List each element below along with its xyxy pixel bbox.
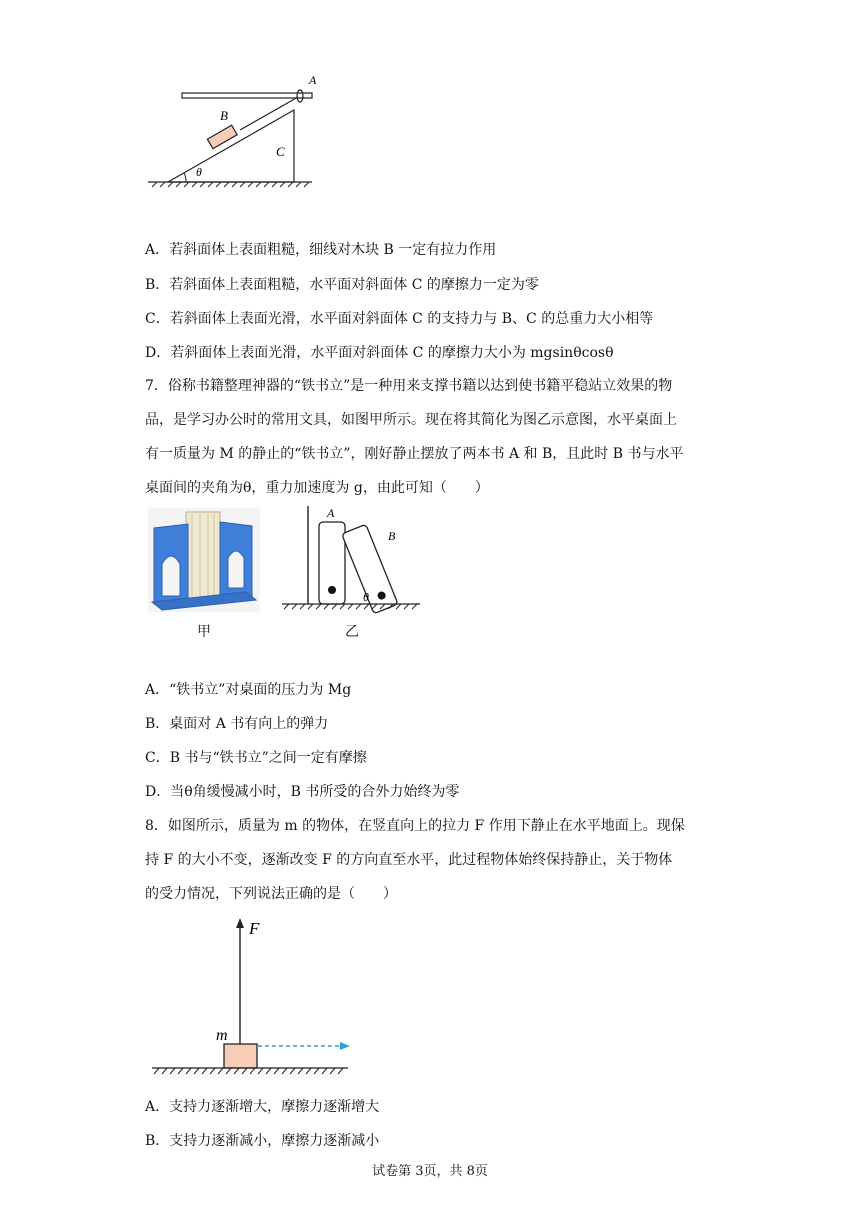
label-A: A <box>309 73 317 87</box>
force-figure <box>148 912 368 1082</box>
q6-option-d: D．若斜面体上表面光滑，水平面对斜面体 C 的摩擦力大小为 mgsinθcosθ <box>145 345 614 361</box>
q6-option-b: B．若斜面体上表面粗糙，水平面对斜面体 C 的摩擦力一定为零 <box>145 277 539 293</box>
q8-option-b: B．支持力逐渐减小，摩擦力逐渐减小 <box>145 1133 380 1149</box>
label-B: B <box>220 108 228 123</box>
fig-label-B: B <box>388 529 396 543</box>
page-footer: 试卷第 3页，共 8页 <box>372 1164 488 1179</box>
books <box>186 512 220 598</box>
caption-yi: 乙 <box>345 624 359 640</box>
ground-hatch-q8 <box>154 1068 343 1074</box>
q7-stem-line-2: 品，是学习办公时的常用文具，如图甲所示。现在将其简化为图乙示意图，水平桌面上 <box>145 412 677 428</box>
q7-stem-line-4: 桌面间的夹角为θ，重力加速度为 g，由此可知（ ） <box>145 480 489 496</box>
ground-hatch <box>152 182 309 187</box>
q7-option-a: A．“铁书立”对桌面的压力为 Mg <box>145 682 352 698</box>
horizontal-rod <box>182 93 312 98</box>
book-stand-photo <box>148 508 260 612</box>
label-F: F <box>249 919 260 938</box>
force-F-arrowhead <box>236 918 244 928</box>
q7-stem-line-3: 有一质量为 M 的静止的“铁书立”，刚好静止摆放了两本书 A 和 B，且此时 B 书与水平 <box>145 446 684 462</box>
label-theta: θ <box>196 165 202 179</box>
fig-label-A: A <box>327 506 335 520</box>
book-stand-schematic <box>280 500 430 615</box>
block-m <box>224 1044 257 1068</box>
caption-jia: 甲 <box>197 624 211 640</box>
incline-figure <box>140 70 330 195</box>
q7-option-d: D．当θ角缓慢减小时，B 书所受的合外力始终为零 <box>145 784 460 800</box>
dashed-arrowhead <box>340 1042 350 1050</box>
q8-stem-line-1: 8．如图所示，质量为 m 的物体，在竖直向上的拉力 F 作用下静止在水平地面上。现保 <box>145 818 685 834</box>
q8-stem-line-2: 持 F 的大小不变，逐渐改变 F 的方向直至水平，此过程物体始终保持静止，关于物体 <box>145 852 673 868</box>
label-m: m <box>216 1027 228 1044</box>
fig-label-theta: θ <box>363 590 369 604</box>
book-A-center <box>328 586 336 594</box>
table-hatch <box>284 604 417 609</box>
label-C: C <box>276 144 285 159</box>
q6-option-c: C．若斜面体上表面光滑，水平面对斜面体 C 的支持力与 B、C 的总重力大小相等 <box>145 311 654 327</box>
q7-option-c: C．B 书与“铁书立”之间一定有摩擦 <box>145 750 367 766</box>
q8-option-a: A．支持力逐渐增大，摩擦力逐渐增大 <box>145 1099 380 1115</box>
q8-stem-line-3: 的受力情况，下列说法正确的是（ ） <box>145 886 397 902</box>
q7-stem-line-1: 7．俗称书籍整理神器的“铁书立”是一种用来支撑书籍以达到使书籍平稳站立效果的物 <box>145 378 673 394</box>
q6-option-a: A．若斜面体上表面粗糙，细线对木块 B 一定有拉力作用 <box>145 242 497 258</box>
q7-option-b: B．桌面对 A 书有向上的弹力 <box>145 716 329 732</box>
